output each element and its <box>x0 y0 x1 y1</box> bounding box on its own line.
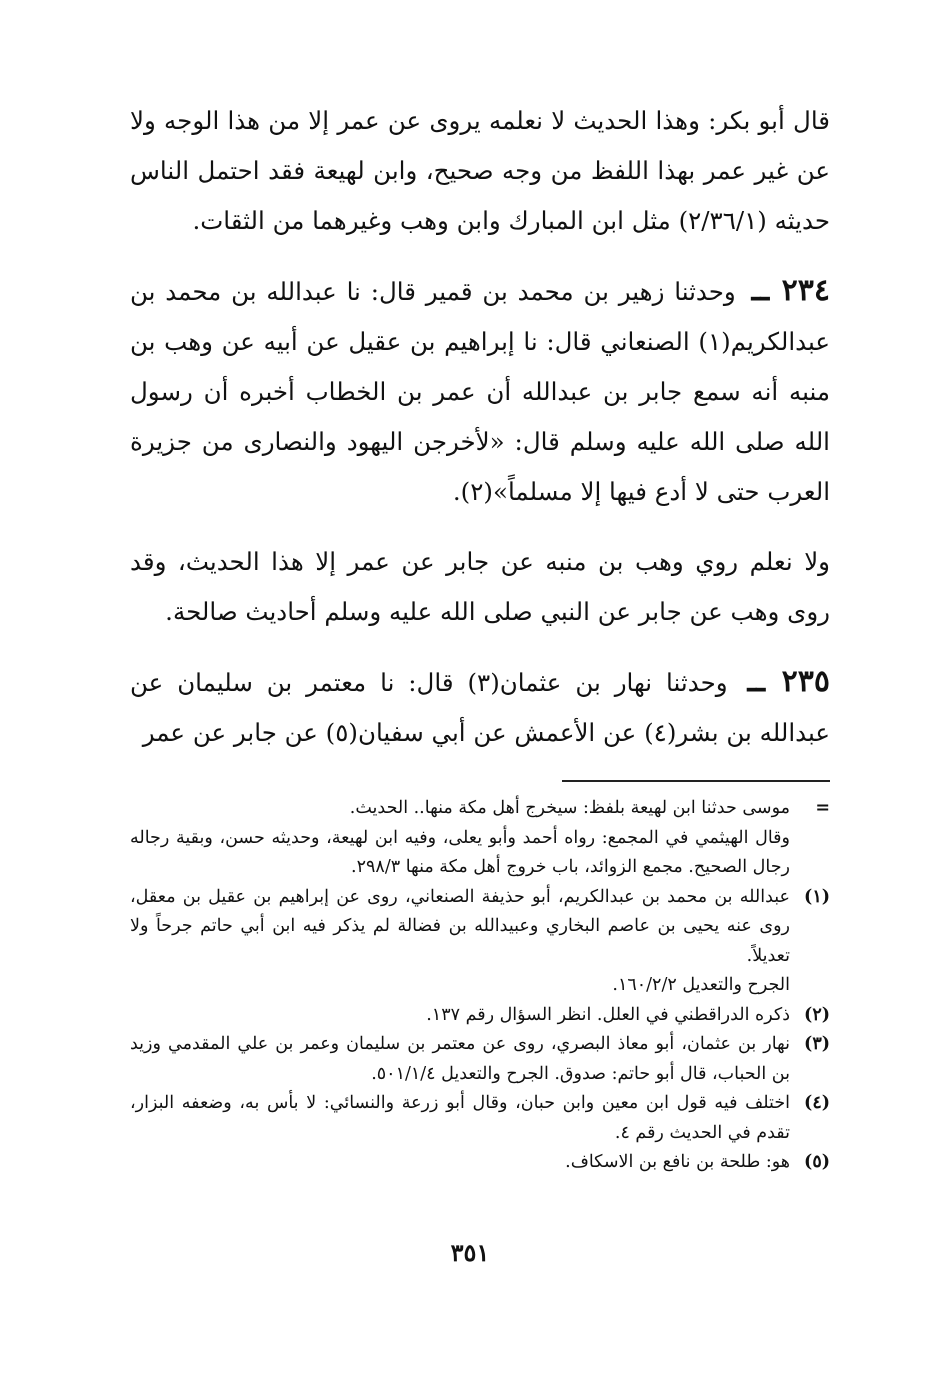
footnotes <box>130 794 830 1178</box>
page-content <box>130 96 830 1178</box>
footnote-body <box>130 794 790 883</box>
hadith-number-234: ٢٣٤ ــ <box>751 273 830 308</box>
hadith-235-text: وحدثنا نهار بن عثمان(٣) قال: نا معتمر بن سليمان عن عبدالله بن بشر(٤) عن الأعمش عن أبي سفيان(٥) عن جابر عن عمر <box>130 668 830 747</box>
footnote-marker: (٢) <box>804 1004 830 1025</box>
page-number: ٣٥١ <box>450 1238 490 1267</box>
footnote-1 <box>130 883 830 1001</box>
footnote-line: ذكره الدراقطني في العلل. انظر السؤال رقم ١٣٧. <box>426 1004 790 1025</box>
footnote-marker: (٥) <box>804 1152 830 1172</box>
hadith-234 <box>130 266 830 517</box>
footnote-body <box>130 1001 790 1031</box>
footnote-body <box>130 1089 790 1148</box>
footnote-line: عبدالله بن محمد بن عبدالكريم، أبو حذيفة الصنعاني، روى عن إبراهيم بن عقيل بن معقل، روى عنه يحيى بن عاصم البخاري وعبيدالله بن فضالة لم يذكر فيه ابن أبي حاتم جرحاً ولا تعديلاً. <box>130 886 790 966</box>
footnote-body <box>130 1148 790 1178</box>
main-text <box>130 96 830 758</box>
footnote-line: نهار بن عثمان، أبو معاذ البصري، روى عن معتمر بن سليمان وعمر بن علي المقدمي وزيد بن الحباب، قال أبو حاتم: صدوق. الجرح والتعديل ٥٠١/١/٤. <box>130 1034 790 1084</box>
footnote-marker: (٤) <box>804 1093 830 1113</box>
footnote-line: الجرح والتعديل ١٦٠/٢/٢. <box>612 975 790 995</box>
footnote-line: وقال الهيثمي في المجمع: رواه أحمد وأبو يعلى، وفيه ابن لهيعة، وحديثه حسن، وبقية رجاله رجال الصحيح. مجمع الزوائد، باب خروج أهل مكة منها ٢٩٨/٣. <box>130 827 790 877</box>
paragraph-commentary-2: ولا نعلم روي وهب بن منبه عن جابر عن عمر إلا هذا الحديث، وقد روى وهب عن جابر عن النبي صلى الله عليه وسلم أحاديث صالحة. <box>130 547 831 626</box>
hadith-number-235: ٢٣٥ ــ <box>747 664 831 699</box>
footnote-marker: = <box>815 798 830 818</box>
footnote-body <box>130 1030 790 1089</box>
footnote-5 <box>130 1148 830 1178</box>
footnote-2 <box>130 1001 830 1031</box>
hadith-235 <box>130 657 830 758</box>
footnote-4 <box>130 1089 830 1148</box>
footnote-separator <box>562 780 830 782</box>
footnote-line: اختلف فيه قول ابن معين وابن حبان، وقال أبو زرعة والنسائي: لا بأس به، وضعفه البزار، تقدم في الحديث رقم ٤. <box>130 1093 790 1143</box>
footnote-3 <box>130 1030 830 1089</box>
footnote-marker: (٣) <box>804 1034 830 1054</box>
paragraph-commentary-1: قال أبو بكر: وهذا الحديث لا نعلمه يروى عن عمر إلا من هذا الوجه ولا عن غير عمر بهذا اللفظ من وجه صحيح، وابن لهيعة فقد احتمل الناس حديثه (٢/٣٦/١) مثل ابن المبارك وابن وهب وغيرهما من الثقات. <box>130 106 830 235</box>
footnote-line: موسى حدثنا ابن لهيعة بلفظ: سيخرج أهل مكة منها.. الحديث. <box>349 798 790 818</box>
footnote-continuation <box>130 794 830 883</box>
hadith-234-text: وحدثنا زهير بن محمد بن قمير قال: نا عبدالله بن محمد بن عبدالكريم(١) الصنعاني قال: نا إبراهيم بن عقيل عن أبيه عن وهب بن منبه أنه سمع جابر بن عبدالله أن عمر بن الخطاب أخبره أن رسول الله صلى الله عليه وسلم قال: «لأخرجن اليهود والنصارى من جزيرة العرب حتى لا أدع فيها إلا مسلماً»(٢). <box>130 277 830 506</box>
footnote-line: هو: طلحة بن نافع بن الاسكاف. <box>565 1152 790 1172</box>
footnote-body <box>130 883 790 1001</box>
footnote-marker: (١) <box>804 886 830 907</box>
